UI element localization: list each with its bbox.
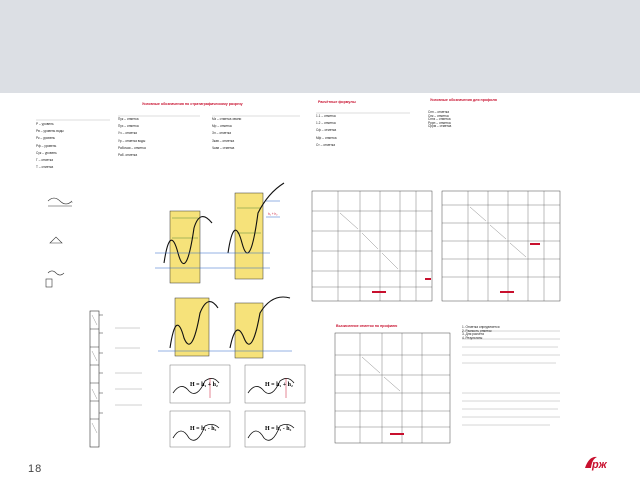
poster-heading-4: Условные обозначения для профиля: [430, 98, 497, 102]
poster-drawings: [30, 93, 622, 451]
note-item: 4. Результаты: [462, 335, 483, 340]
legend-item: Пуз – отметка: [118, 124, 139, 129]
legend-item: Рв – уровень воды: [36, 129, 64, 134]
legend-item: Сук – уровень: [36, 150, 57, 155]
legend-item: Рабочая – отметка: [118, 145, 146, 150]
legend-item: Ур – отметка воды: [118, 138, 146, 143]
note-item: 3. Для расчёта: [462, 332, 484, 337]
legend-item: Т – отметка: [36, 165, 54, 170]
legend-item: 1.1 – отметка: [316, 114, 336, 118]
legend-item: Рррп – отметка: [428, 120, 451, 125]
legend-item: Г – отметка: [36, 157, 53, 162]
legend-item: Спк – отметка: [428, 113, 449, 118]
legend-item: Мр – отметка: [212, 124, 232, 129]
bottom-notes: [462, 326, 499, 340]
poster-heading-2: Расчётные формулы: [318, 100, 356, 104]
legend-item: Чкав – отметка: [212, 145, 235, 150]
legend-item: Рк – уровень: [36, 136, 56, 141]
legend-item: Сф – отметка: [316, 128, 337, 133]
formula-1: H = h₁ + h₂: [190, 382, 218, 388]
legend-item: Рф – уровень: [36, 143, 57, 148]
legend-item: Спп – отметка: [428, 110, 450, 114]
legend-item: Уч – отметка: [118, 131, 137, 136]
legend-item: Зкав – отметка: [212, 138, 235, 143]
formula-3: H = h₁ - h₂: [190, 426, 217, 432]
note-item: 2. Разность отметок: [462, 328, 492, 333]
legend-item: Мз – отметка земли: [212, 117, 242, 121]
legend-item: Мф – отметка: [316, 135, 337, 140]
poster-heading-1: Условные обозначения по стратиграфическому разрезу: [142, 102, 243, 106]
slide-header-band: [0, 0, 640, 93]
legend-item: Сррм – отметка: [428, 124, 452, 129]
page-number: 18: [28, 463, 43, 475]
marker-label: h₁ + h₂: [268, 212, 278, 216]
legend-item: Пук – отметка: [118, 117, 139, 121]
legend-item: Зл – отметка: [212, 131, 232, 136]
rzd-logo-icon: [583, 454, 613, 477]
formula-4: H = h₁ - h₂: [265, 426, 292, 432]
poster-sheet: [30, 93, 622, 451]
bottom-caption: Вычисление отметок по профилю: [336, 324, 398, 328]
legend-item: Сппз – отметка: [428, 117, 451, 122]
formula-2: H = h₁ + h₂: [265, 382, 293, 388]
legend-item: Ст – отметка: [316, 142, 336, 147]
note-item: 1. Отметка определяется: [462, 325, 500, 329]
legend-item: 1.2 – отметка: [316, 121, 336, 126]
legend-item: Р – уровень: [36, 122, 54, 126]
symbol-label: —: [70, 200, 73, 204]
svg-text:рж: рж: [592, 459, 607, 471]
legend-item: Раб. отметка: [118, 152, 138, 157]
